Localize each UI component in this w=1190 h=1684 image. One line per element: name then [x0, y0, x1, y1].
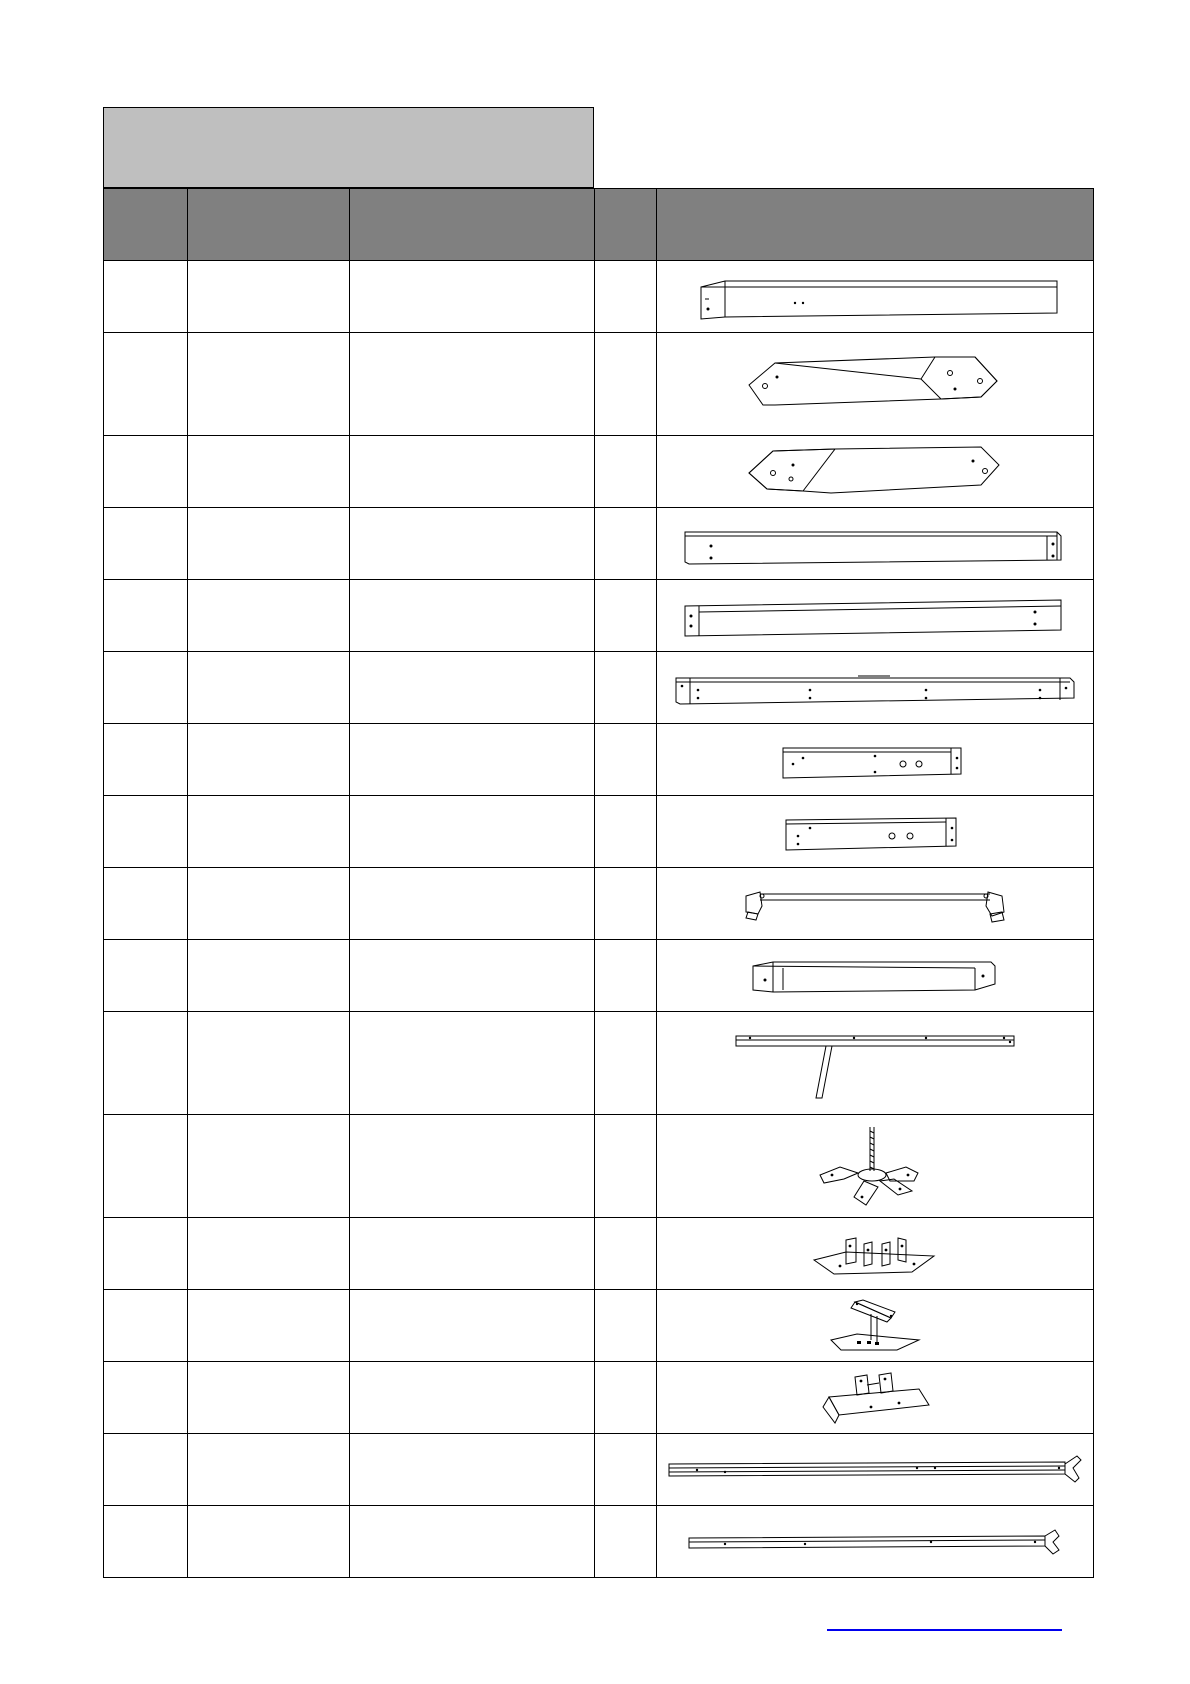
tie-rod-with-clamps-icon: [740, 876, 1010, 932]
table-row: [104, 261, 1094, 333]
table-row: [104, 796, 1094, 868]
column-header: [595, 189, 657, 261]
square-tube-connector-icon: [745, 950, 1005, 1002]
rail-with-brace-icon: [730, 1020, 1020, 1106]
table-row: [104, 436, 1094, 508]
column-header: [104, 189, 188, 261]
table-row: [104, 940, 1094, 1012]
short-channel-bracket-icon: [775, 734, 975, 786]
table-row: [104, 508, 1094, 580]
table-row: [104, 1012, 1094, 1115]
table-row: [104, 1290, 1094, 1362]
long-channel-beam-alt-icon: [675, 586, 1075, 646]
table-row: [104, 1506, 1094, 1578]
table-title: [103, 107, 594, 188]
angled-plate-bracket-mirrored-icon: [745, 441, 1005, 503]
pivot-bracket-on-plate-icon: [827, 1296, 923, 1356]
table-row: [104, 1218, 1094, 1290]
parts-table: [103, 188, 1094, 1578]
long-rail-with-end-clip-icon: [665, 1446, 1085, 1494]
saddle-bracket-icon: [815, 1367, 935, 1429]
table-header-row: [104, 189, 1094, 261]
column-header: [188, 189, 350, 261]
column-header: [657, 189, 1094, 261]
footer-link[interactable]: [827, 1629, 1062, 1631]
short-channel-bracket-alt-icon: [780, 806, 970, 858]
base-plate-with-lugs-icon: [810, 1226, 940, 1282]
hub-connector-with-threaded-rod-icon: [810, 1123, 940, 1209]
long-rail-with-end-clip-alt-icon: [685, 1520, 1065, 1564]
table-row: [104, 1434, 1094, 1506]
flanged-channel-beam-icon: [670, 662, 1080, 714]
angled-plate-bracket-icon: [745, 349, 1005, 419]
table-row: [104, 868, 1094, 940]
table-row: [104, 333, 1094, 436]
square-tube-beam-icon: [685, 269, 1065, 325]
table-row: [104, 580, 1094, 652]
table-row: [104, 724, 1094, 796]
table-row: [104, 1115, 1094, 1218]
long-channel-beam-icon: [675, 516, 1075, 572]
table-row: [104, 1362, 1094, 1434]
table-row: [104, 652, 1094, 724]
column-header: [350, 189, 595, 261]
